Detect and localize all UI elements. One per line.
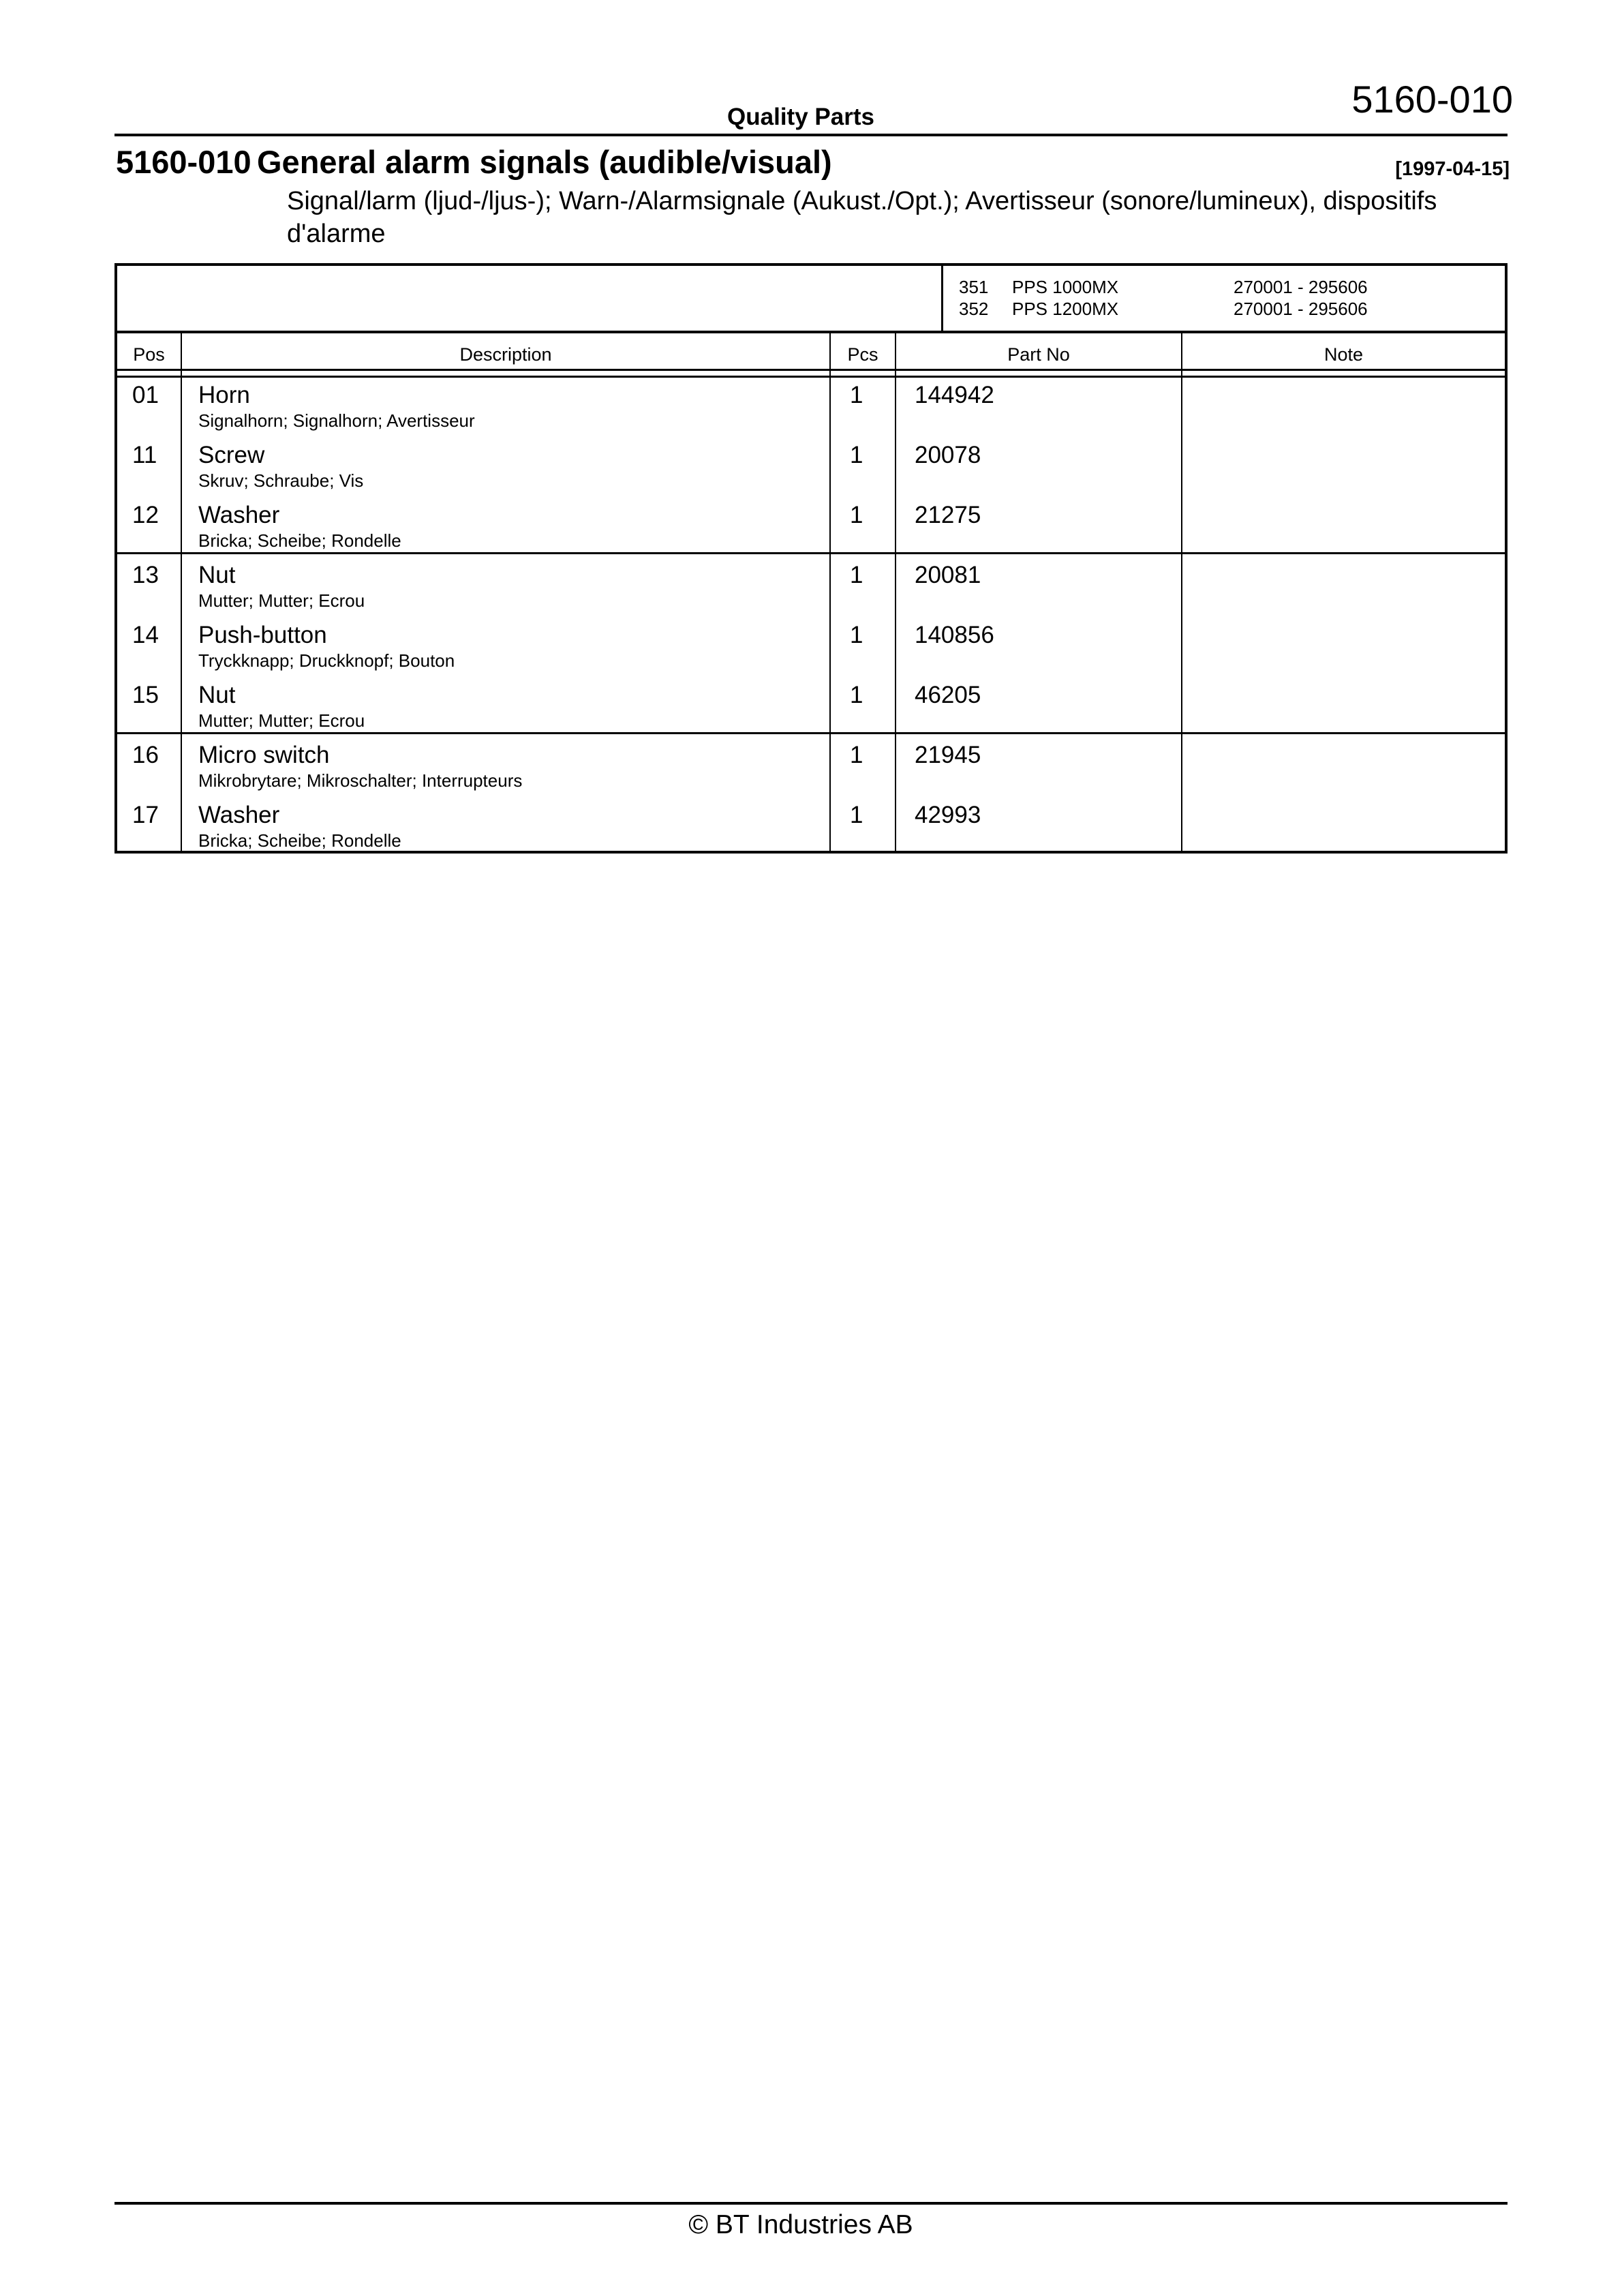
page-code: 5160-010: [1351, 78, 1513, 121]
row-pcs: 1: [850, 622, 863, 648]
section-subtitle-translations: Signal/larm (ljud-/ljus-); Warn-/Alarmsignale (Aukust./Opt.); Avertisseur (sonore/lumineux), dispositifs d'alarme: [287, 187, 1437, 248]
row-pos: 13: [132, 562, 159, 588]
row-translations: Skruv; Schraube; Vis: [198, 470, 364, 491]
row-description: Nut: [198, 562, 236, 588]
row-translations: Bricka; Scheibe; Rondelle: [198, 530, 401, 551]
row-description: Push-button: [198, 622, 327, 648]
row-translations: Signalhorn; Signalhorn; Avertisseur: [198, 410, 475, 431]
row-pcs: 1: [850, 502, 863, 528]
row-pcs: 1: [850, 562, 863, 588]
row-translations: Mikrobrytare; Mikroschalter; Interrupteurs: [198, 770, 523, 791]
model-serial-range: 270001 - 295606: [1234, 299, 1368, 319]
section-code: 5160-010: [116, 144, 251, 180]
row-pcs: 1: [850, 442, 863, 468]
row-translations: Bricka; Scheibe; Rondelle: [198, 830, 401, 851]
model-name: PPS 1000MX: [1012, 277, 1119, 297]
row-description: Screw: [198, 442, 265, 468]
header-double-rule-top: [114, 369, 1508, 371]
row-translations: Mutter; Mutter; Ecrou: [198, 590, 365, 611]
model-name: PPS 1200MX: [1012, 299, 1119, 319]
row-description: Horn: [198, 382, 250, 408]
model-serial-range: 270001 - 295606: [1234, 277, 1368, 297]
column-header-pcs: Pcs: [847, 344, 878, 365]
row-description: Washer: [198, 802, 280, 828]
row-part-no: 20078: [915, 442, 981, 468]
row-pcs: 1: [850, 682, 863, 708]
row-part-no: 20081: [915, 562, 981, 588]
table-row: [117, 800, 1505, 860]
row-pos: 12: [132, 502, 159, 528]
footer-divider: [114, 2202, 1508, 2205]
table-row: [117, 380, 1505, 440]
row-part-no: 140856: [915, 622, 994, 648]
row-pcs: 1: [850, 382, 863, 408]
row-pcs: 1: [850, 742, 863, 768]
table-row: [117, 560, 1505, 620]
row-description: Micro switch: [198, 742, 330, 768]
row-description: Nut: [198, 682, 236, 708]
row-part-no: 21275: [915, 502, 981, 528]
row-part-no: 42993: [915, 802, 981, 828]
header-double-rule-bottom: [114, 376, 1508, 378]
row-translations: Mutter; Mutter; Ecrou: [198, 710, 365, 731]
document-header-title: Quality Parts: [727, 104, 874, 130]
row-pos: 17: [132, 802, 159, 828]
row-part-no: 21945: [915, 742, 981, 768]
row-pos: 15: [132, 682, 159, 708]
model-code: 352: [959, 299, 989, 319]
table-row: [117, 620, 1505, 680]
row-translations: Tryckknapp; Druckknopf; Bouton: [198, 650, 455, 671]
model-code: 351: [959, 277, 989, 297]
table-row: [117, 500, 1505, 560]
column-header-pos: Pos: [133, 344, 165, 365]
column-header-description: Description: [459, 344, 552, 365]
footer-copyright: © BT Industries AB: [688, 2210, 913, 2239]
row-pos: 11: [132, 442, 157, 468]
row-description: Washer: [198, 502, 280, 528]
header-divider: [114, 134, 1508, 136]
row-pcs: 1: [850, 802, 863, 828]
model-box-divider: [941, 263, 943, 333]
section-title: General alarm signals (audible/visual): [257, 144, 832, 180]
column-header-part-no: Part No: [1007, 344, 1070, 365]
row-part-no: 46205: [915, 682, 981, 708]
row-pos: 14: [132, 622, 159, 648]
table-row: [117, 680, 1505, 740]
row-pos: 01: [132, 382, 159, 408]
row-pos: 16: [132, 742, 159, 768]
row-part-no: 144942: [915, 382, 994, 408]
table-row: [117, 440, 1505, 500]
table-row: [117, 740, 1505, 800]
model-box-bottom-rule: [114, 331, 1508, 333]
column-header-note: Note: [1323, 344, 1364, 365]
section-date: [1997-04-15]: [1395, 158, 1510, 180]
